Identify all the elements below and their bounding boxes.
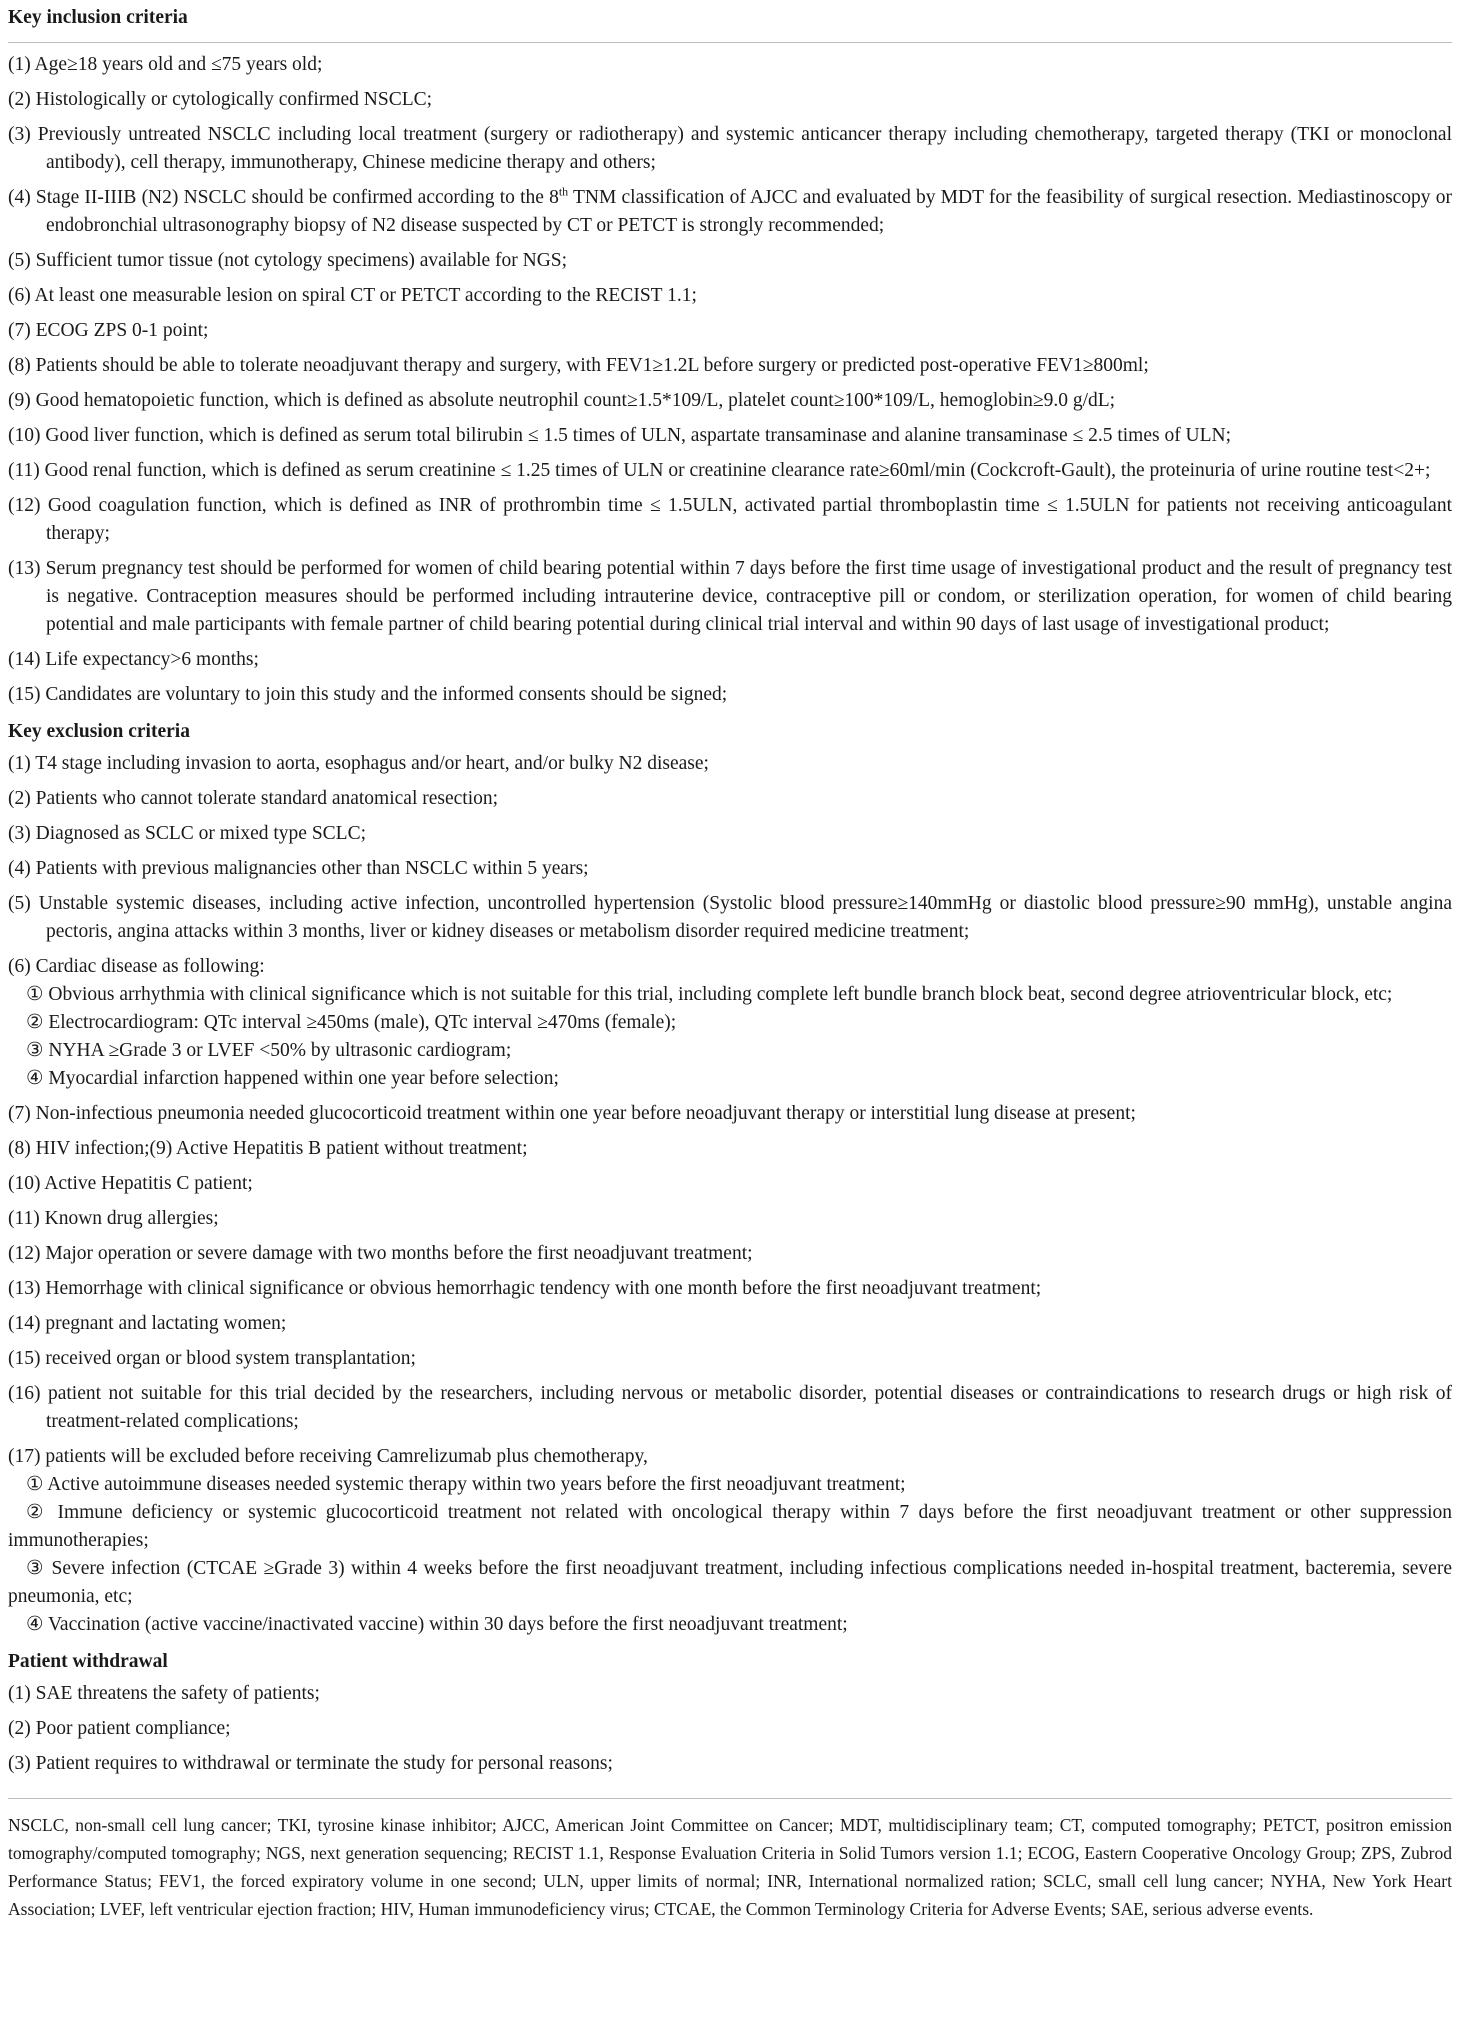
exclusion-item-8: (8) HIV infection;(9) Active Hepatitis B patient without treatment;	[8, 1138, 528, 1159]
inclusion-item-2: (2) Histologically or cytologically confirmed NSCLC;	[8, 89, 433, 110]
inclusion-item-15: (15) Candidates are voluntary to join this study and the informed consents should be signed;	[8, 684, 728, 705]
header-rule	[8, 42, 1452, 43]
inclusion-item-1: (1) Age≥18 years old and ≤75 years old;	[8, 54, 323, 75]
inclusion-title: Key inclusion criteria	[8, 7, 188, 28]
exclusion-6-sub-3: ③ NYHA ≥Grade 3 or LVEF <50% by ultrasonic cardiogram;	[26, 1040, 512, 1061]
exclusion-17-sub-4: ④ Vaccination (active vaccine/inactivated vaccine) within 30 days before the first neoadjuvant treatment;	[26, 1614, 848, 1635]
exclusion-item-15: (15) received organ or blood system transplantation;	[8, 1348, 416, 1369]
superscript-th: th	[558, 184, 569, 199]
exclusion-item-12: (12) Major operation or severe damage with two months before the first neoadjuvant treatment;	[8, 1243, 753, 1264]
withdrawal-item-3: (3) Patient requires to withdrawal or terminate the study for personal reasons;	[8, 1753, 613, 1774]
exclusion-item-17: (17) patients will be excluded before receiving Camrelizumab plus chemotherapy,	[8, 1446, 648, 1467]
exclusion-item-10: (10) Active Hepatitis C patient;	[8, 1173, 253, 1194]
exclusion-title: Key exclusion criteria	[8, 721, 190, 742]
exclusion-item-13: (13) Hemorrhage with clinical significance or obvious hemorrhagic tendency with one month before the first neoadjuvant treatment;	[8, 1278, 1042, 1299]
exclusion-item-6: (6) Cardiac disease as following:	[8, 956, 265, 977]
inclusion-item-11: (11) Good renal function, which is defined as serum creatinine ≤ 1.25 times of ULN or creatinine clearance rate≥60ml/min (Cockcroft-Gault), the proteinuria of urine routine test<2+;	[8, 460, 1431, 481]
exclusion-6-sub-1: ① Obvious arrhythmia with clinical significance which is not suitable for this trial, including complete left bundle branch block beat, second degree atrioventricular block, etc;	[26, 984, 1393, 1005]
withdrawal-title: Patient withdrawal	[8, 1651, 168, 1672]
inclusion-item-8: (8) Patients should be able to tolerate neoadjuvant therapy and surgery, with FEV1≥1.2L before surgery or predicted post-operative FEV1≥800ml;	[8, 355, 1149, 376]
exclusion-6-sub-2: ② Electrocardiogram: QTc interval ≥450ms (male), QTc interval ≥470ms (female);	[26, 1012, 677, 1033]
inclusion-item-12: (12) Good coagulation function, which is defined as INR of prothrombin time ≤ 1.5ULN, activated partial thromboplastin time ≤ 1.5ULN for patients not receiving anticoagulant therapy;	[8, 495, 1452, 544]
exclusion-17-sub-1: ① Active autoimmune diseases needed systemic therapy within two years before the first neoadjuvant treatment;	[26, 1474, 906, 1495]
exclusion-item-16: (16) patient not suitable for this trial decided by the researchers, including nervous or metabolic disorder, potential diseases or contraindications to research drugs or high risk of treatment-related complications;	[8, 1383, 1452, 1432]
inclusion-item-10: (10) Good liver function, which is defined as serum total bilirubin ≤ 1.5 times of ULN, aspartate transaminase and alanine transaminase ≤ 2.5 times of ULN;	[8, 425, 1232, 446]
abbreviations-footnote: NSCLC, non-small cell lung cancer; TKI, tyrosine kinase inhibitor; AJCC, American Joint Committee on Cancer; MDT, multidisciplinary team; CT, computed tomography; PETCT, positron emission tomography/computed tomography; NGS, next generation sequencing; RECIST 1.1, Response Evaluation Criteria in Solid Tumors version 1.1; ECOG, Eastern Cooperative Oncology Group; ZPS, Zubrod Performance Status; FEV1, the forced expiratory volume in one second; ULN, upper limits of normal; INR, International normalized ration; SCLC, small cell lung cancer; NYHA, New York Heart Association; LVEF, left ventricular ejection fraction; HIV, Human immunodeficiency virus; CTCAE, the Common Terminology Criteria for Adverse Events; SAE, serious adverse events.	[8, 1815, 1452, 1919]
withdrawal-item-2: (2) Poor patient compliance;	[8, 1718, 231, 1739]
inclusion-item-13: (13) Serum pregnancy test should be performed for women of child bearing potential within 7 days before the first time usage of investigational product and the result of pregnancy test is negative. Contraception measures should be performed including intrauterine device, contraceptive pill or condom, or sterilization operation, for women of child bearing potential and male participants with female partner of child bearing potential during clinical trial interval and within 90 days of last usage of investigational product;	[8, 558, 1452, 635]
inclusion-item-4	[8, 184, 1452, 240]
exclusion-item-14: (14) pregnant and lactating women;	[8, 1313, 287, 1334]
inclusion-item-4-part-a: (4) Stage II-IIIB (N2) NSCLC should be confirmed according to the 8	[8, 187, 559, 208]
exclusion-item-1: (1) T4 stage including invasion to aorta, esophagus and/or heart, and/or bulky N2 disease;	[8, 753, 709, 774]
exclusion-item-2: (2) Patients who cannot tolerate standard anatomical resection;	[8, 788, 499, 809]
inclusion-item-6: (6) At least one measurable lesion on spiral CT or PETCT according to the RECIST 1.1;	[8, 285, 697, 306]
exclusion-17-sub-2: ② Immune deficiency or systemic glucocorticoid treatment not related with oncological therapy within 7 days before the first neoadjuvant treatment or other suppression immunotherapies;	[8, 1502, 1452, 1551]
exclusion-item-4: (4) Patients with previous malignancies other than NSCLC within 5 years;	[8, 858, 589, 879]
exclusion-17-sub-3: ③ Severe infection (CTCAE ≥Grade 3) within 4 weeks before the first neoadjuvant treatment, including infectious complications needed in-hospital treatment, bacteremia, severe pneumonia, etc;	[8, 1558, 1452, 1607]
inclusion-item-14: (14) Life expectancy>6 months;	[8, 649, 259, 670]
inclusion-item-7: (7) ECOG ZPS 0-1 point;	[8, 320, 209, 341]
exclusion-item-7: (7) Non-infectious pneumonia needed glucocorticoid treatment within one year before neoadjuvant therapy or interstitial lung disease at present;	[8, 1103, 1136, 1124]
inclusion-item-4-part-b: TNM classification of AJCC and evaluated by MDT for the feasibility of surgical resection. Mediastinoscopy or endobronchial ultrasonography biopsy of N2 disease suspected by CT or PETCT is strongly recommended;	[46, 187, 1452, 236]
exclusion-item-3: (3) Diagnosed as SCLC or mixed type SCLC;	[8, 823, 367, 844]
inclusion-item-9: (9) Good hematopoietic function, which is defined as absolute neutrophil count≥1.5*109/L, platelet count≥100*109/L, hemoglobin≥9.0 g/dL;	[8, 390, 1116, 411]
exclusion-item-5: (5) Unstable systemic diseases, including active infection, uncontrolled hypertension (Systolic blood pressure≥140mmHg or diastolic blood pressure≥90 mmHg), unstable angina pectoris, angina attacks within 3 months, liver or kidney diseases or metabolism disorder required medicine treatment;	[8, 893, 1452, 942]
inclusion-item-5: (5) Sufficient tumor tissue (not cytology specimens) available for NGS;	[8, 250, 568, 271]
exclusion-item-11: (11) Known drug allergies;	[8, 1208, 219, 1229]
exclusion-6-sub-4: ④ Myocardial infarction happened within one year before selection;	[26, 1068, 559, 1089]
withdrawal-item-1: (1) SAE threatens the safety of patients;	[8, 1683, 320, 1704]
footer-rule	[8, 1798, 1452, 1799]
inclusion-item-3: (3) Previously untreated NSCLC including local treatment (surgery or radiotherapy) and systemic anticancer therapy including chemotherapy, targeted therapy (TKI or monoclonal antibody), cell therapy, immunotherapy, Chinese medicine therapy and others;	[8, 124, 1452, 173]
